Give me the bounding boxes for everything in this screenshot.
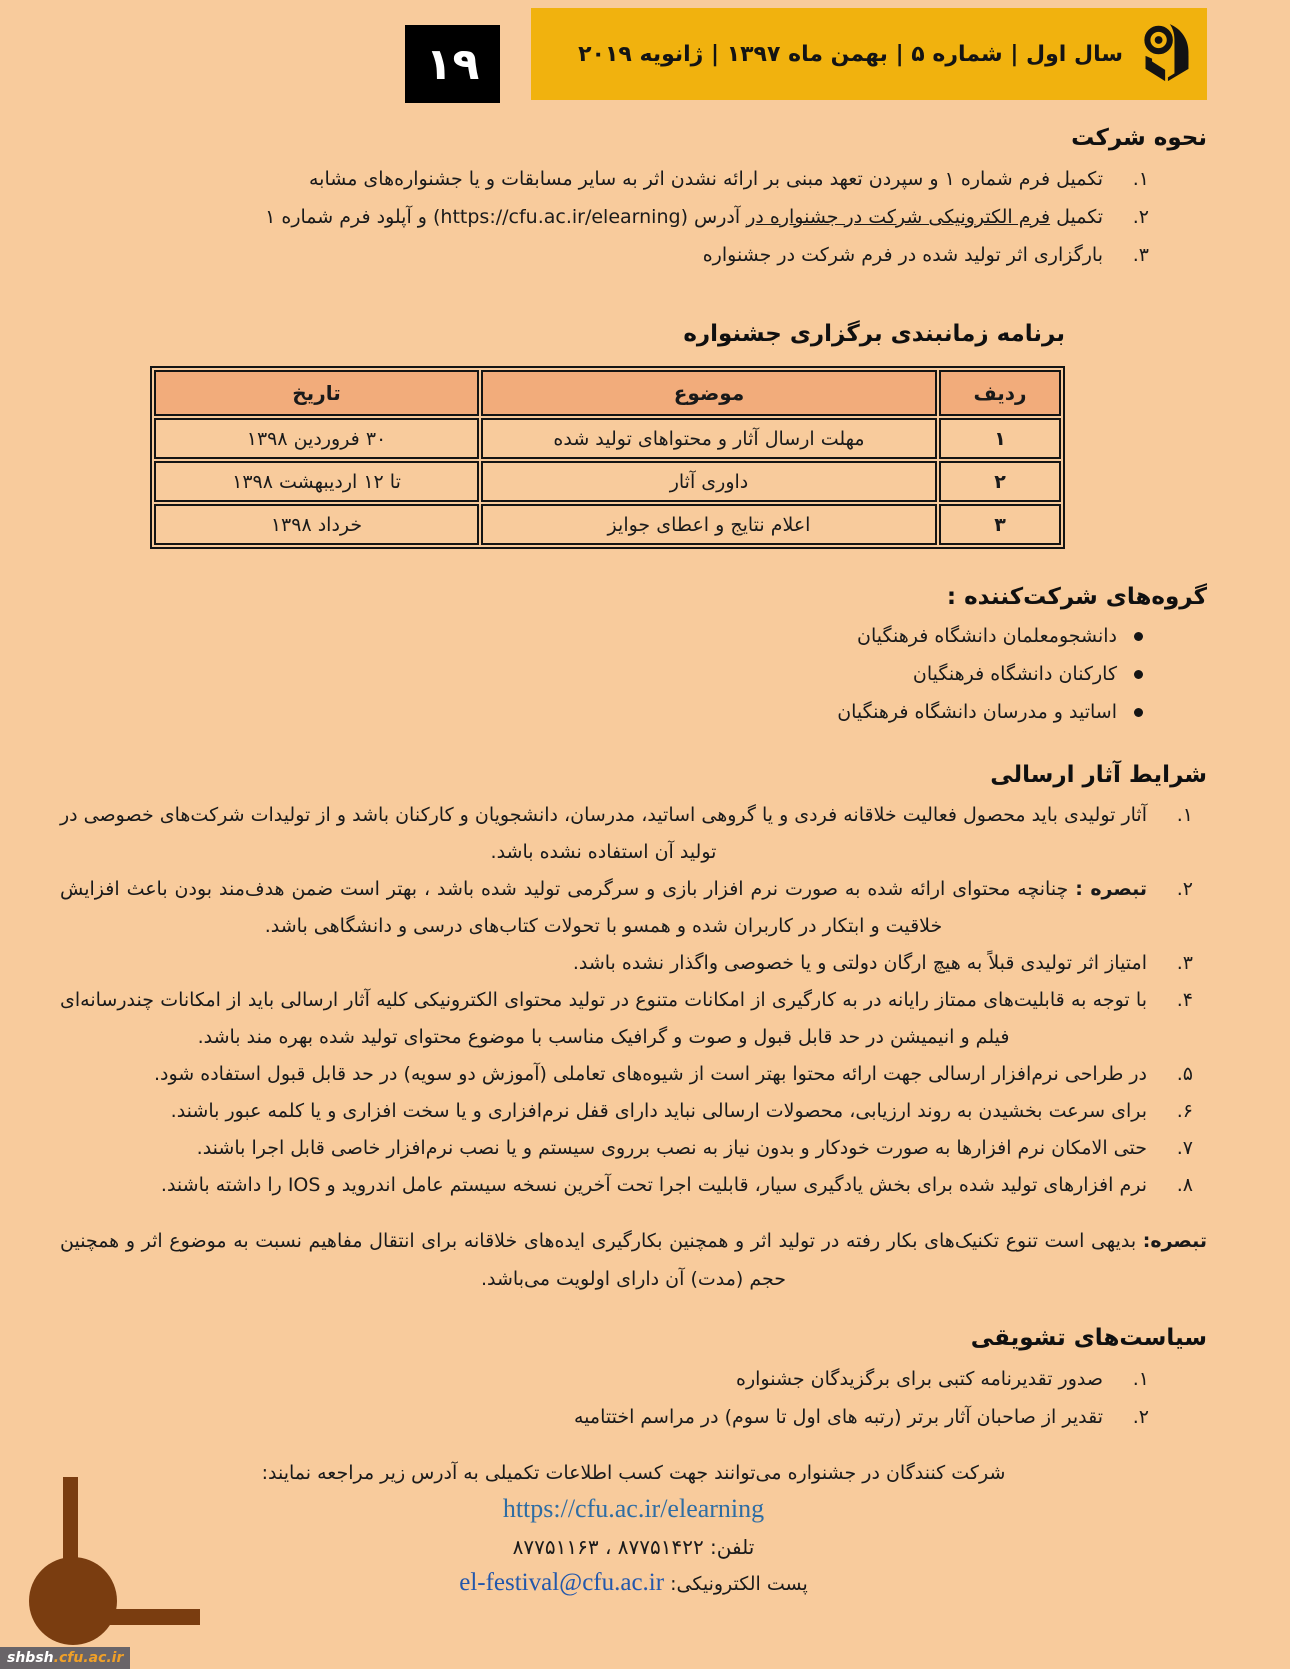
- item-number: ۸.: [1176, 1174, 1193, 1196]
- bullet-icon: [1134, 670, 1143, 679]
- item-text: امتیاز اثر تولیدی قبلاً به هیچ ارگان دولتی و یا خصوصی واگذار نشده باشد.: [572, 952, 1147, 974]
- watermark-suffix: .cfu.ac.ir: [53, 1650, 124, 1666]
- issue-bar: [531, 8, 1207, 100]
- watermark-prefix: shbsh: [7, 1650, 54, 1666]
- conditions-title: شرایط آثار ارسالی: [990, 762, 1207, 788]
- item-number: ۱.: [1176, 804, 1193, 826]
- item-text: [60, 871, 1147, 945]
- page-content: [60, 122, 1207, 1603]
- cell-radif: ۱: [939, 418, 1061, 459]
- bullet-icon: [1134, 632, 1143, 641]
- item-text: حتی الامکان نرم افزارها به صورت خودکار و بدون نیاز به نصب برروی سیستم و یا نصب نرم‌افزار خاصی قابل اجرا باشند.: [196, 1137, 1147, 1159]
- table-row: [154, 461, 1061, 502]
- note-text: بدیهی است تنوع تکنیک‌های بکار رفته در تولید اثر و همچنین بکارگیری ایده‌های خلاقانه برای انتقال مفاهیم نسبت به موضوع اثر و همچنین حجم (مدت) آن دارای اولویت می‌باشد.: [60, 1230, 1143, 1290]
- list-item: [60, 1398, 1149, 1436]
- bullet-icon: [1134, 708, 1143, 717]
- item-text: آثار تولیدی باید محصول فعالیت خلاقانه فردی و یا گروهی اساتید، مدرسان، دانشجویان و کارکنان باشد و از تولیدات شرکت‌های خصوصی در تولید آن استفاده نشده باشد.: [60, 804, 1147, 863]
- item-text-part: آدرس (: [680, 206, 747, 228]
- cell-date: تا ۱۲ اردیبهشت ۱۳۹۸: [154, 461, 479, 502]
- list-item: [60, 160, 1149, 198]
- list-item: [60, 982, 1193, 1056]
- item-text: در طراحی نرم‌افزار ارسالی جهت ارائه محتوا بهتر است از شیوه‌های تعاملی (آموزش دو سویه) در حد قابل قبول استفاده شود.: [153, 1063, 1147, 1085]
- cell-subject: داوری آثار: [481, 461, 937, 502]
- footer-info: شرکت کنندگان در جشنواره می‌توانند جهت کسب اطلاعات تکمیلی به آدرس زیر مراجعه نمایند:: [261, 1462, 1006, 1484]
- participation-list: [60, 160, 1207, 274]
- item-number: ۶.: [1176, 1100, 1193, 1122]
- table-header-row: [154, 370, 1061, 416]
- item-text: با توجه به قابلیت‌های ممتاز رایانه در به کارگیری از امکانات متنوع در تولید محتوای الکترونیکی کلیه آثار ارسالی باید از امکانات چندرسانه‌ای فیلم و انیمیشن در حد قابل قبول و صوت و گرافیک مناسب با موضوع محتوای تولید شده بهره مند باشد.: [60, 989, 1147, 1048]
- item-text-part: ) و آپلود فرم شماره ۱: [265, 206, 441, 228]
- item-text: [60, 198, 1103, 236]
- groups-list: [60, 617, 1207, 731]
- col-header-date: تاریخ: [154, 370, 479, 416]
- groups-title: گروه‌های شرکت‌کننده :: [946, 584, 1207, 610]
- item-number: ۲.: [1132, 1406, 1149, 1428]
- policies-list: [60, 1360, 1207, 1436]
- item-text-part: چنانچه محتوای ارائه شده به صورت نرم افزار بازی و سرگرمی تولید شده باشد ، بهتر است ضمن هدف‌مند بودن باعث افزایش خلاقیت و ابتکار در کاربران شده و همسو با تحولات کتاب‌های درسی و دانشگاهی باشد.: [60, 878, 1076, 937]
- item-text: تکمیل فرم شماره ۱ و سپردن تعهد مبنی بر ارائه نشدن اثر به سایر مسابقات و یا جشنواره‌های مشابه: [309, 168, 1103, 190]
- list-item: [60, 871, 1193, 945]
- item-number: ۳.: [1176, 952, 1193, 974]
- cell-radif: ۳: [939, 504, 1061, 545]
- item-number: ۵.: [1176, 1063, 1193, 1085]
- participation-title: نحوه شرکت: [1071, 125, 1207, 151]
- email-link[interactable]: el-festival@cfu.ac.ir: [459, 1569, 665, 1596]
- list-item: [60, 236, 1149, 274]
- item-number: ۳.: [1132, 244, 1149, 266]
- footer-contact: [60, 1458, 1207, 1603]
- list-item: [60, 693, 1143, 731]
- item-text: دانشجومعلمان دانشگاه فرهنگیان: [857, 625, 1117, 647]
- schedule-title: برنامه زمانبندی برگزاری جشنواره: [683, 321, 1065, 347]
- item-number: ۴.: [1176, 989, 1193, 1011]
- cell-subject: مهلت ارسال آثار و محتواهای تولید شده: [481, 418, 937, 459]
- cell-radif: ۲: [939, 461, 1061, 502]
- item-text: کارکنان دانشگاه فرهنگیان: [912, 663, 1117, 685]
- university-logo-icon: [1137, 20, 1195, 88]
- item-text: بارگزاری اثر تولید شده در فرم شرکت در جشنواره: [702, 244, 1103, 266]
- footer-phone: تلفن: ۸۷۷۵۱۴۲۲ ، ۸۷۷۵۱۱۶۳: [512, 1535, 755, 1559]
- policies-title: سیاست‌های تشویقی: [970, 1325, 1207, 1351]
- item-number: ۲.: [1176, 878, 1193, 900]
- list-item: [60, 1167, 1193, 1204]
- item-text: تقدیر از صاحبان آثار برتر (رتبه های اول تا سوم) در مراسم اختتامیه: [573, 1406, 1103, 1428]
- cell-subject: اعلام نتایج و اعطای جوایز: [481, 504, 937, 545]
- page-number-badge: [405, 25, 500, 103]
- item-text: صدور تقدیرنامه کتبی برای برگزیدگان جشنواره: [735, 1368, 1103, 1390]
- table-row: [154, 504, 1061, 545]
- page-header: [0, 8, 1290, 104]
- list-item: [60, 1056, 1193, 1093]
- list-item: [60, 797, 1193, 871]
- email-label: پست الکترونیکی:: [664, 1573, 808, 1595]
- list-item: [60, 617, 1143, 655]
- list-item: [60, 655, 1143, 693]
- issue-info: سال اول | شماره ۵ | بهمن ماه ۱۳۹۷ | ژانویه ۲۰۱۹: [578, 41, 1123, 67]
- note-label: تبصره :: [1075, 878, 1147, 900]
- section-schedule: [152, 318, 1065, 549]
- conditions-list: [60, 797, 1207, 1204]
- item-text: نرم افزارهای تولید شده برای بخش یادگیری سیار، قابلیت اجرا تحت آخرین نسخه سیستم عامل اندروید و IOS را داشته باشند.: [160, 1174, 1147, 1196]
- item-number: ۱.: [1132, 1368, 1149, 1390]
- col-header-subject: موضوع: [481, 370, 937, 416]
- festival-url-link[interactable]: https://cfu.ac.ir/elearning: [502, 1494, 765, 1523]
- item-text-part: تکمیل: [1050, 206, 1103, 228]
- list-item: [60, 198, 1149, 236]
- list-item: [60, 945, 1193, 982]
- section-conditions: [60, 759, 1207, 1298]
- site-watermark: [0, 1647, 130, 1669]
- section-participation: [60, 122, 1207, 274]
- conditions-note: [60, 1222, 1207, 1298]
- page-number: ۱۹: [425, 38, 480, 90]
- cell-date: خرداد ۱۳۹۸: [154, 504, 479, 545]
- section-groups: [60, 581, 1207, 731]
- item-text: اساتید و مدرسان دانشگاه فرهنگیان: [837, 701, 1117, 723]
- registration-form-link[interactable]: فرم الکترونیکی شرکت در جشنواره در: [746, 206, 1051, 228]
- col-header-radif: ردیف: [939, 370, 1061, 416]
- list-item: [60, 1093, 1193, 1130]
- item-number: ۷.: [1176, 1137, 1193, 1159]
- table-row: [154, 418, 1061, 459]
- footer-email-line: [60, 1564, 1207, 1603]
- list-item: [60, 1130, 1193, 1167]
- decoration-circle: [29, 1557, 117, 1645]
- item-number: ۱.: [1132, 168, 1149, 190]
- item-text: برای سرعت بخشیدن به روند ارزیابی، محصولات ارسالی نباید دارای قفل نرم‌افزاری و یا سخت افزاری و یا کلمه عبور باشند.: [170, 1100, 1147, 1122]
- note-label: تبصره:: [1142, 1230, 1207, 1252]
- decoration-horizontal-bar: [110, 1609, 200, 1625]
- schedule-table: [150, 366, 1065, 549]
- cell-date: ۳۰ فروردین ۱۳۹۸: [154, 418, 479, 459]
- section-policies: [60, 1322, 1207, 1436]
- registration-url[interactable]: https://cfu.ac.ir/elearning: [440, 206, 681, 228]
- item-number: ۲.: [1132, 206, 1149, 228]
- list-item: [60, 1360, 1149, 1398]
